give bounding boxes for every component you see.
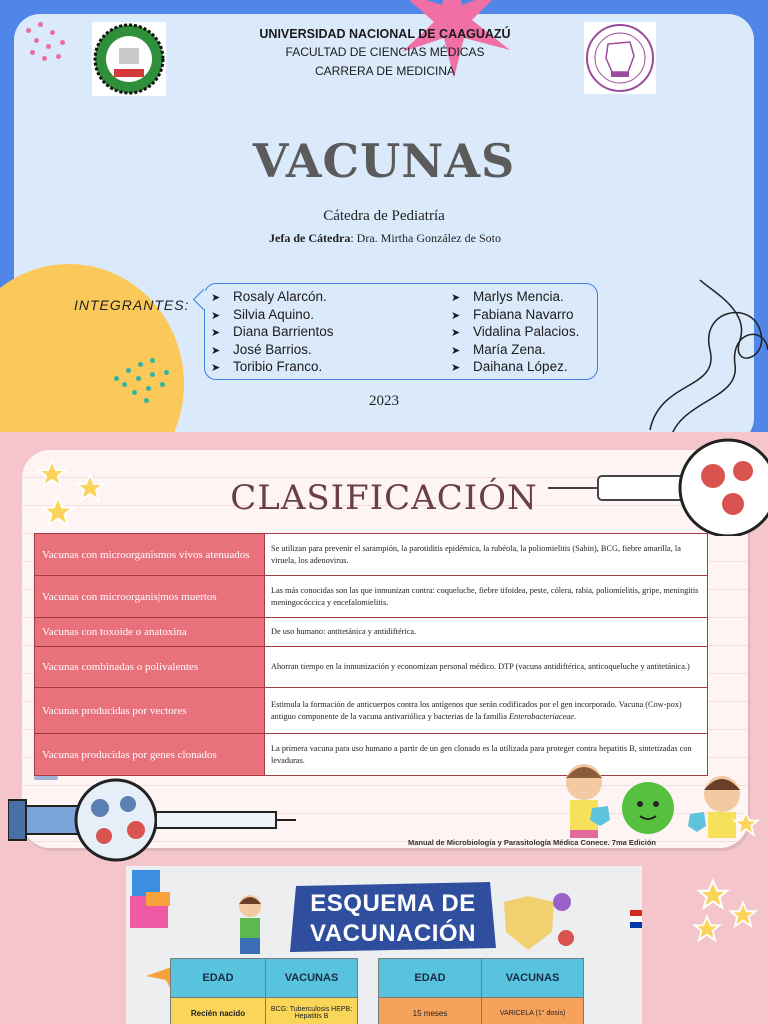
squiggle-line-decoration xyxy=(640,270,768,432)
vaccination-scheme-slide xyxy=(126,866,642,1024)
member-item: ➤ Silvia Aquino. xyxy=(211,306,315,322)
table-row xyxy=(171,998,358,1024)
arrow-bullet-icon: ➤ xyxy=(451,327,461,339)
age-cell: 15 meses xyxy=(379,998,482,1024)
chair-label: Jefa de Cátedra xyxy=(269,231,351,245)
arrow-bullet-icon: ➤ xyxy=(211,292,221,304)
members-list-left xyxy=(211,289,334,377)
scheme-title-line1: ESQUEMA DE xyxy=(310,890,476,917)
flag-stripe xyxy=(630,922,642,928)
scheme-banner xyxy=(288,882,498,952)
faculty-logo xyxy=(584,22,656,94)
vaccines-cell: VARICELA (1° dosis) xyxy=(482,998,584,1024)
arrow-bullet-icon: ➤ xyxy=(211,362,221,374)
star-icon xyxy=(696,878,730,912)
vaccine-type-cell: Vacunas combinadas o polivalentes xyxy=(35,647,265,688)
arrow-bullet-icon: ➤ xyxy=(451,292,461,304)
teal-dots-decoration xyxy=(110,358,180,408)
chair-line xyxy=(200,231,570,246)
member-item: ➤ Diana Barrientos xyxy=(211,324,334,339)
scheme-table-left xyxy=(170,958,358,1024)
vaccine-type-cell: Vacunas producidas por vectores xyxy=(35,688,265,734)
vaccines-cell: BCG: Tuberculosis HEPB: Hepatitis B xyxy=(266,998,358,1024)
arrow-bullet-icon: ➤ xyxy=(211,327,221,339)
star-icon xyxy=(74,472,106,504)
vaccine-type-cell: Vacunas producidas por genes clonados xyxy=(35,734,265,776)
star-icon xyxy=(732,810,760,838)
year: 2023 xyxy=(369,393,399,409)
kid-icon xyxy=(230,892,270,964)
header-cell-age: EDAD xyxy=(171,959,266,998)
dots-decoration xyxy=(24,22,74,67)
cube-icon xyxy=(126,866,176,936)
member-item: ➤ Vidalina Palacios. xyxy=(451,324,580,339)
table-row xyxy=(35,576,708,618)
presentation-title: VACUNAS xyxy=(252,134,516,188)
classification-slide xyxy=(0,432,768,864)
star-icon xyxy=(692,914,722,944)
star-icon xyxy=(36,458,68,490)
title-slide xyxy=(0,0,768,432)
star-icon xyxy=(728,900,758,930)
table-row xyxy=(35,647,708,688)
table-row xyxy=(35,534,708,576)
member-item: ➤ María Zena. xyxy=(451,341,546,357)
table-row xyxy=(35,688,708,734)
table-header-row xyxy=(171,959,358,998)
member-item: ➤ Fabiana Navarro xyxy=(451,306,574,322)
arrow-bullet-icon: ➤ xyxy=(211,309,221,322)
vaccine-description-cell: Se utilizan para prevenir el sarampión, la parotiditis epidémica, la rubéola, la poliomielitis (Sabin), BCG, fiebre amarilla, la viruela, los adenovirus. xyxy=(265,534,708,576)
table-row xyxy=(35,618,708,647)
member-item: ➤ Rosaly Alarcón. xyxy=(211,289,327,304)
syringe-icon xyxy=(548,436,768,536)
syringe-icon xyxy=(8,778,298,864)
vaccine-description-cell: Ahorran tiempo en la inmunización y economizan personal médico. DTP (vacuna antidiftérica, anticoqueluche y antitetánica.) xyxy=(265,647,708,688)
star-icon xyxy=(40,494,76,530)
header-cell-vaccines: VACUNAS xyxy=(266,959,358,998)
table-row xyxy=(379,998,584,1024)
career-name: CARRERA DE MEDICINA xyxy=(314,64,456,78)
vaccine-description-cell: De uso humano: antitetánica y antidiftérica. xyxy=(265,618,708,647)
members-box xyxy=(204,283,598,380)
shield-icon xyxy=(498,888,578,958)
arrow-bullet-icon: ➤ xyxy=(451,309,461,322)
header-cell-age: EDAD xyxy=(379,959,482,998)
chair-name: : Dra. Mirtha González de Soto xyxy=(350,231,501,245)
member-item: ➤ Toribio Franco. xyxy=(211,359,323,374)
scheme-table-right xyxy=(378,958,584,1024)
faculty-name: FACULTAD DE CIENCIAS MÉDICAS xyxy=(285,45,485,59)
classification-title: CLASIFICACIÓN xyxy=(230,478,538,518)
vaccine-description-cell: Estimula la formación de anticuerpos contra los antígenos que serán codificados por el gen incorporado. Vacuna (Cow-pox) antiguo componente de la vacuna antivariólica y bacterias de la familia Enterobacteriaceae. xyxy=(265,688,708,734)
university-name: UNIVERSIDAD NACIONAL DE CAAGUAZÚ xyxy=(259,27,511,41)
header-cell-vaccines: VACUNAS xyxy=(482,959,584,998)
classification-table xyxy=(34,533,708,776)
member-item: ➤ Daihana López. xyxy=(451,359,568,374)
vaccine-type-cell: Vacunas con microorganis|mos muertos xyxy=(35,576,265,618)
university-logo xyxy=(92,22,166,96)
vaccine-type-cell: Vacunas con microorganismos vivos atenuados xyxy=(35,534,265,576)
vaccine-type-cell: Vacunas con toxoide o anatoxina xyxy=(35,618,265,647)
vaccine-description-cell: Las más conocidas son las que inmunizan contra: coqueluche, fiebre tifoidea, peste, cólera, rabia, poliomielitis, gripe, meningitis meningocóccica y encefalomielitis. xyxy=(265,576,708,618)
arrow-bullet-icon: ➤ xyxy=(211,344,221,357)
members-label: INTEGRANTES: xyxy=(74,297,190,313)
age-cell: Recién nacido xyxy=(171,998,266,1024)
scheme-title-line2: VACUNACIÓN xyxy=(310,920,476,947)
vaccine-description-cell: La primera vacuna para uso humano a partir de un gen clonado es la utilizada para proteger contra hepatitis B, sintetizadas con levaduras. xyxy=(265,734,708,776)
course-subtitle: Cátedra de Pediatría xyxy=(323,208,445,224)
member-item: ➤ José Barrios. xyxy=(211,341,312,357)
arrow-bullet-icon: ➤ xyxy=(451,344,461,357)
member-item: ➤ Marlys Mencia. xyxy=(451,289,564,304)
table-header-row xyxy=(379,959,584,998)
members-list-right xyxy=(451,289,579,377)
arrow-bullet-icon: ➤ xyxy=(451,362,461,374)
source-citation: Manual de Microbiología y Parasitología Médica Conece. 7ma Edición xyxy=(408,838,656,847)
